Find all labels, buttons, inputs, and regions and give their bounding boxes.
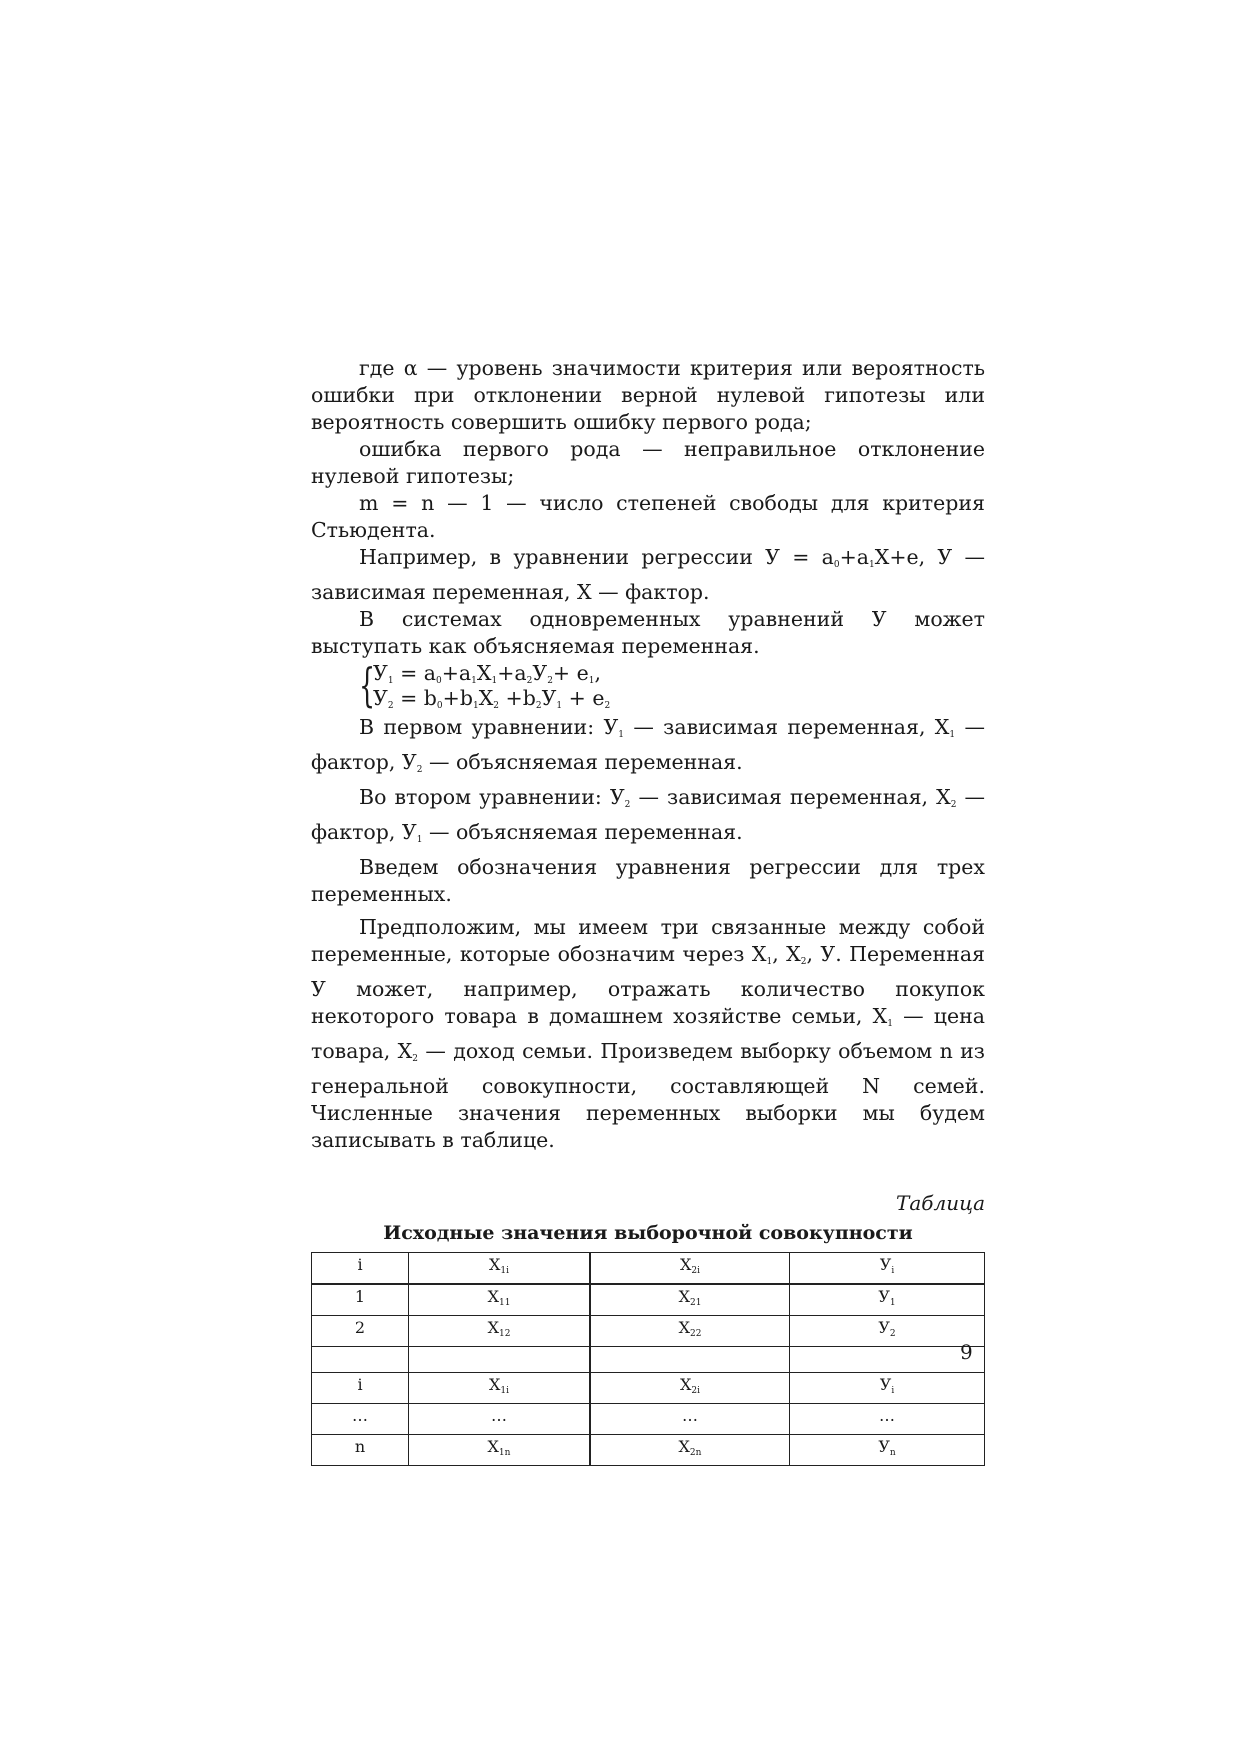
paragraph-first-equation: В первом уравнении: $У_1$ — зависимая переменная, $X_1$ — фактор, $У_2$ — объясняемая переменная. xyxy=(311,715,985,775)
table-cell: $X_{1i}$ xyxy=(409,1253,591,1285)
table-cell: $У_i$ xyxy=(790,1253,985,1285)
table-cell: $X_{12}$ xyxy=(409,1316,591,1347)
table-cell xyxy=(790,1347,985,1373)
table-cell: $У_n$ xyxy=(790,1435,985,1466)
paragraph-alpha: где α — уровень значимости критерия или вероятность ошибки при отклонении верной нулевой гипотезы или вероятность совершить ошибку первого рода; xyxy=(311,356,985,434)
table-cell: $X_{1n}$ xyxy=(409,1435,591,1466)
table-cell: $X_{22}$ xyxy=(590,1316,790,1347)
table-row xyxy=(312,1404,985,1435)
table-cell: n xyxy=(312,1435,409,1466)
paragraph-type1-error: ошибка первого рода — неправильное отклонение нулевой гипотезы; xyxy=(311,437,985,488)
table-cell: 1 xyxy=(312,1284,409,1316)
table-cell: $X_{1i}$ xyxy=(409,1373,591,1404)
table-cell: 2 xyxy=(312,1316,409,1347)
table-cell: $X_{2i}$ xyxy=(590,1253,790,1285)
table-cell: $У_2$ xyxy=(790,1316,985,1347)
table-cell: … xyxy=(790,1404,985,1435)
page-body xyxy=(311,355,985,1466)
table-cell: … xyxy=(312,1404,409,1435)
table-row xyxy=(312,1347,985,1373)
table-title: Исходные значения выборочной совокупности xyxy=(383,1222,913,1244)
page-number: 9 xyxy=(960,1340,973,1364)
table-cell: $X_{2i}$ xyxy=(590,1373,790,1404)
table-row xyxy=(312,1284,985,1316)
table-cell: … xyxy=(590,1404,790,1435)
equation-1: $У_1 = a_0+a_1X_1+a_2У_2+ e_1$, xyxy=(373,661,602,686)
table-cell: $У_i$ xyxy=(790,1373,985,1404)
equation-system xyxy=(359,660,985,714)
paragraph-notation: Введем обозначения уравнения регрессии для трех переменных. xyxy=(311,855,985,906)
table-cell: $У_1$ xyxy=(790,1284,985,1316)
paragraph-simultaneous-systems: В системах одновременных уравнений У может выступать как объясняемая переменная. xyxy=(311,607,985,658)
table-label: Таблица xyxy=(896,1191,985,1215)
table-cell xyxy=(590,1347,790,1373)
equation-2: $У_2 = b_0+b_1X_2 +b_2У_1 + e_2$ xyxy=(373,686,611,711)
table-cell: i xyxy=(312,1373,409,1404)
table-row xyxy=(312,1373,985,1404)
table-cell xyxy=(312,1347,409,1373)
table-cell: $X_{21}$ xyxy=(590,1284,790,1316)
sample-values-table xyxy=(311,1252,985,1466)
table-cell: $X_{2n}$ xyxy=(590,1435,790,1466)
table-row xyxy=(312,1316,985,1347)
table-cell: $X_{11}$ xyxy=(409,1284,591,1316)
table-cell: … xyxy=(409,1404,591,1435)
brace-symbol: { xyxy=(359,658,376,712)
table-row xyxy=(312,1435,985,1466)
paragraph-regression-example: Например, в уравнении регрессии $У = a_0+a_1X+e$, У — зависимая переменная, X — фактор. xyxy=(311,545,985,604)
table-header-row xyxy=(312,1253,985,1285)
paragraph-degrees-of-freedom: m = n — 1 — число степеней свободы для критерия Стьюдента. xyxy=(311,491,985,542)
table-cell xyxy=(409,1347,591,1373)
table-cell: i xyxy=(312,1253,409,1285)
paragraph-second-equation: Во втором уравнении: $У_2$ — зависимая переменная, $X_2$ — фактор, $У_1$ — объясняемая переменная. xyxy=(311,785,985,845)
paragraph-assumption: Предположим, мы имеем три связанные между собой переменные, которые обозначим через $X_1$, $X_2$, У. Переменная У может, например, отражать количество покупок некоторого товара в домашнем хозяйстве семьи, $X_1$ — цена товара, $X_2$ — доход семьи. Произведем выборку объемом n из генеральной совокупности, составляющей N семей. Численные значения переменных выборки мы будем записывать в таблице. xyxy=(311,915,985,1152)
